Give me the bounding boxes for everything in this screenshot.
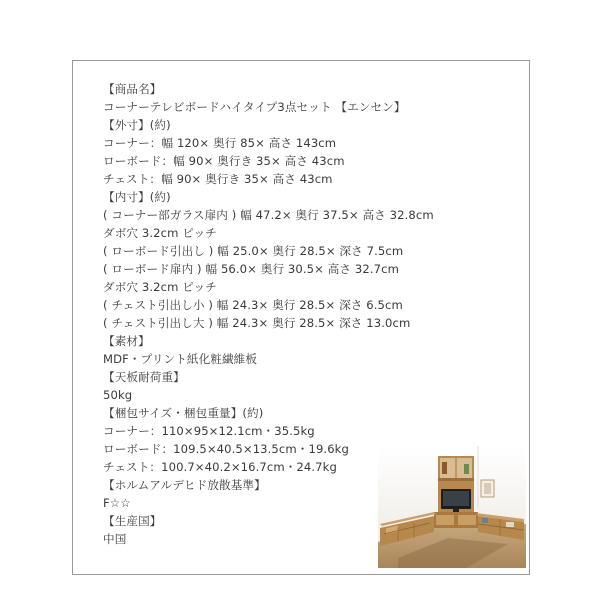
spec-line: F☆☆ <box>103 496 131 510</box>
spec-line: 【外寸】(約) <box>103 118 171 132</box>
spec-line: ( コーナー部ガラス扉内 ) 幅 47.2× 奥行 37.5× 高さ 32.8cm <box>103 208 434 222</box>
spec-line: ( ローボード扉内 ) 幅 56.0× 奥行 30.5× 高さ 32.7cm <box>103 262 399 276</box>
spec-line: コーナー：幅 120× 奥行 85× 高さ 143cm <box>103 136 337 150</box>
spec-line: チェスト：100.7×40.2×16.7cm・24.7kg <box>103 460 337 474</box>
spec-line: ( ローボード引出し ) 幅 25.0× 奥行 28.5× 深さ 7.5cm <box>103 244 404 258</box>
spec-line: 【ホルムアルデヒド放散基準】 <box>103 478 266 492</box>
spec-line: コーナーテレビボードハイタイプ3点セット 【エンセン】 <box>103 100 406 114</box>
furniture-photo <box>378 446 526 568</box>
spec-line: ローボード：109.5×40.5×13.5cm・19.6kg <box>103 442 349 456</box>
spec-line: 50kg <box>103 388 133 402</box>
spec-line: ダボ穴 3.2cm ピッチ <box>103 226 217 240</box>
spec-line: MDF・プリント紙化粧繊維板 <box>103 352 258 366</box>
spec-line: 【内寸】(約) <box>103 190 171 204</box>
spec-line: ( チェスト引出し小 ) 幅 24.3× 奥行 28.5× 深さ 6.5cm <box>103 298 403 312</box>
spec-line: 中国 <box>103 532 127 546</box>
spec-line: 【天板耐荷重】 <box>103 370 185 384</box>
spec-line: ローボード：幅 90× 奥行き 35× 高さ 43cm <box>103 154 345 168</box>
spec-line: 【商品名】 <box>103 82 162 96</box>
spec-line: コーナー：110×95×12.1cm・35.5kg <box>103 424 315 438</box>
spec-line: ( チェスト引出し大 ) 幅 24.3× 奥行 28.5× 深さ 13.0cm <box>103 316 411 330</box>
spec-line: 【梱包サイズ・梱包重量】(約) <box>103 406 264 420</box>
spec-line: 【素材】 <box>103 334 150 348</box>
spec-line: ダボ穴 3.2cm ピッチ <box>103 280 217 294</box>
spec-line: チェスト：幅 90× 奥行き 35× 高さ 43cm <box>103 172 333 186</box>
spec-line: 【生産国】 <box>103 514 162 528</box>
